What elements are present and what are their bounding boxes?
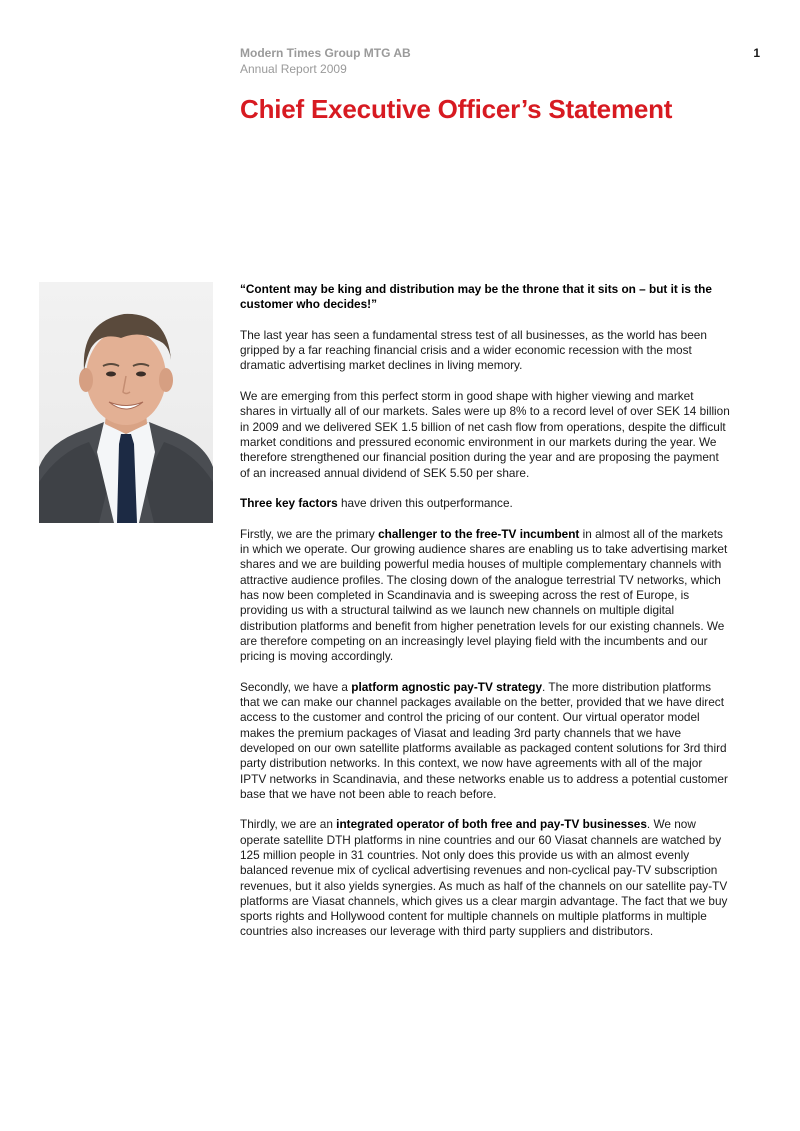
paragraph-6-text: . We now operate satellite DTH platforms in nine countries and our 60 Viasat channels are watched by 125 million people in 31 countries. Not only does this provide us with an almost evenly balanced revenue mix of cyclical advertising revenues and non-cyclical pay-TV subscription revenues, but it also yields synergies. As much as half of the channels on our satellite pay-TV platforms are Viasat channels, which gives us a clear margin advantage. The fact that we buy sports rights and Hollywood content for multiple channels on multiple platforms in multiple countries also increases our leverage with third party suppliers and distributors. xyxy=(240,817,728,939)
ceo-portrait xyxy=(39,282,213,523)
paragraph-5-emphasis: platform agnostic pay-TV strategy xyxy=(351,679,543,694)
header-company: Modern Times Group MTG AB xyxy=(240,46,411,60)
key-factors-emphasis: Three key factors xyxy=(240,496,338,511)
paragraph-4 xyxy=(240,527,730,665)
paragraph-4-intro: Firstly, we are the primary xyxy=(240,526,379,541)
paragraph-4-text: in almost all of the markets in which we operate. Our growing audience shares are enabling us to take advertising market shares and we are building powerful media houses of multiple complementary channels with attractive audience profiles. The closing down of the analogue terrestrial TV networks, which has now been completed in Scandinavia and is sweeping across the rest of Europe, is providing us with a structural tailwind as we launch new channels on multiple digital distribution platforms and benefit from higher penetration levels for our existing channels. We are therefore competing on an increasingly level playing field with the incumbents and our pricing is moving accordingly. xyxy=(240,526,728,664)
page-title: Chief Executive Officer’s Statement xyxy=(240,94,673,124)
paragraph-6 xyxy=(240,817,730,939)
portrait-image xyxy=(39,282,213,523)
paragraph-5 xyxy=(240,680,730,802)
statement-body xyxy=(240,282,730,955)
header-report: Annual Report 2009 xyxy=(240,62,347,76)
paragraph-1: The last year has seen a fundamental stress test of all businesses, as the world has been gripped by a far reaching financial crisis and a wider economic recession with the most dramatic advertising market declines in living memory. xyxy=(240,327,707,373)
paragraph-4-emphasis: challenger to the free-TV incumbent xyxy=(378,526,580,541)
paragraph-3 xyxy=(240,496,730,511)
opening-quote: “Content may be king and distribution may be the throne that it sits on – but it is the customer who decides!” xyxy=(240,282,712,312)
paragraph-2: We are emerging from this perfect storm in good shape with higher viewing and market shares in virtually all of our markets. Sales were up 8% to a record level of over SEK 14 billion in 2009 and we delivered SEK 1.5 billion of net cash flow from operations, despite the difficult market conditions and pressured economic environment in our markets during the year. We therefore strengthened our financial position during the year and are proposing the payment of an increased annual dividend of SEK 5.50 per share. xyxy=(240,389,730,480)
paragraph-5-intro: Secondly, we have a xyxy=(240,679,352,694)
paragraph-5-text: . The more distribution platforms that we can make our channel packages available on the better, provided that we have direct access to the customer and control the pricing of our content. Our virtual operator model makes the premium packages of Viasat and leading 3rd party channels that we have developed on our own satellite platforms available as packaged content solutions for 3rd third party distribution networks. In this context, we now have agreements with all of the major IPTV networks in Scandinavia, and these networks enable us to address a potential customer base that we have not been able to reach before. xyxy=(240,679,728,801)
paragraph-6-intro: Thirdly, we are an xyxy=(240,817,337,832)
paragraph-6-emphasis: integrated operator of both free and pay-TV businesses xyxy=(336,817,647,832)
page-number: 1 xyxy=(753,46,760,60)
paragraph-3-text: have driven this outperformance. xyxy=(337,496,513,511)
